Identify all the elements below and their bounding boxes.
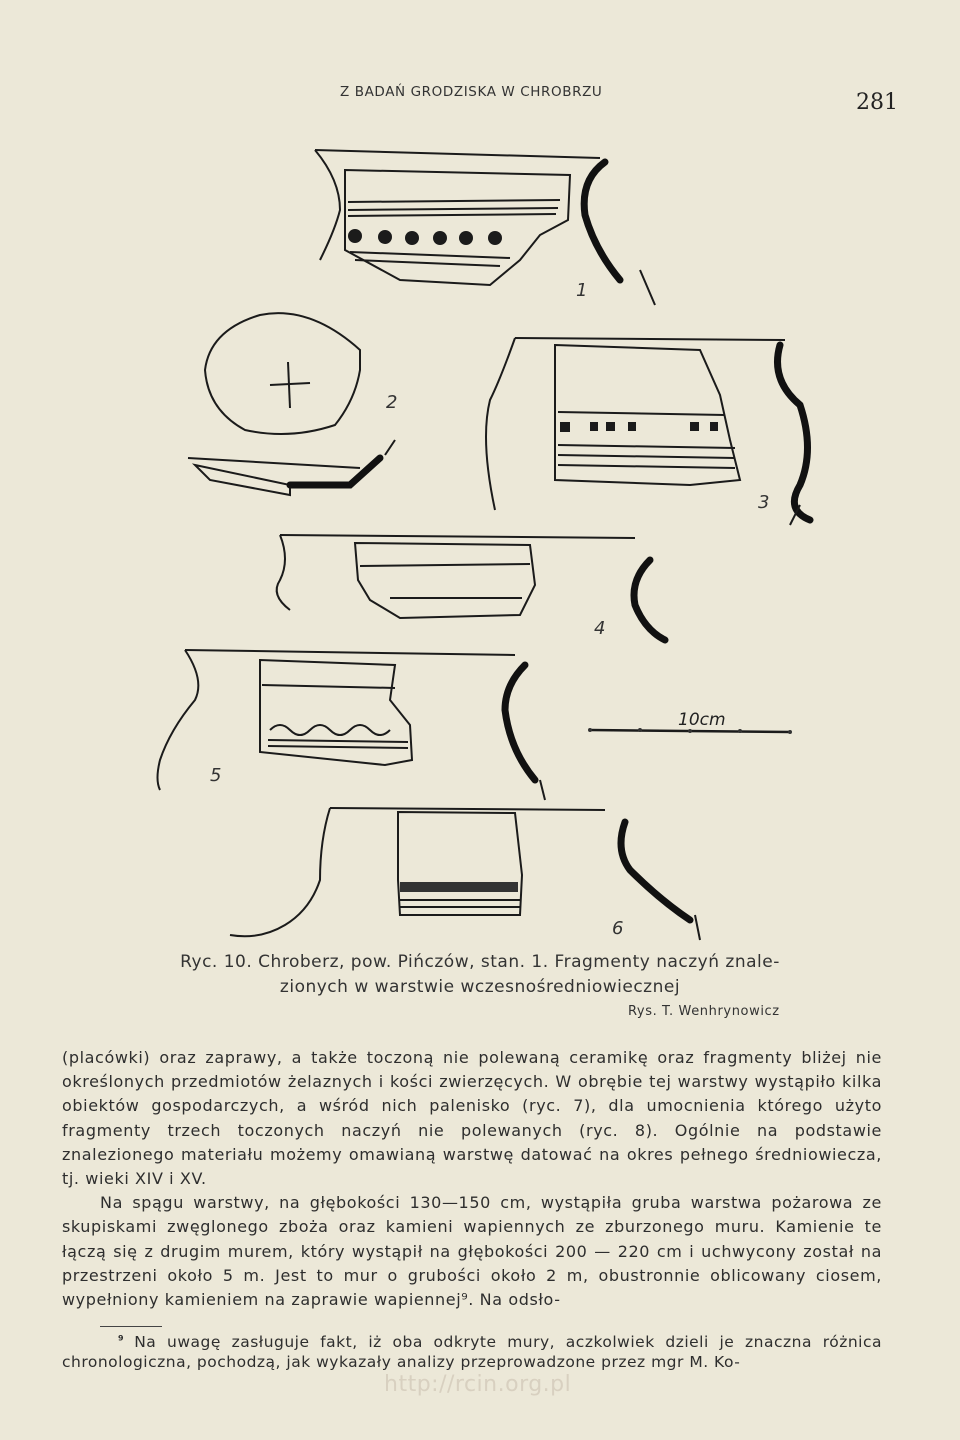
fragment-6-drawing <box>230 808 700 940</box>
fragment-label-6: 6 <box>612 918 624 939</box>
fragment-label-1: 1 <box>576 280 588 301</box>
footnote-rule <box>100 1326 162 1327</box>
scale-bar-label: 10cm <box>678 710 726 730</box>
caption-line-1: Ryc. 10. Chroberz, pow. Pińczów, stan. 1. Fragmenty naczyń znale- <box>180 952 780 972</box>
watermark: http://rcin.org.pl <box>384 1372 572 1397</box>
page-number: 281 <box>856 90 898 115</box>
fragment-label-3: 3 <box>758 492 770 513</box>
fragment-2-drawing <box>188 313 398 495</box>
body-text <box>62 1046 882 1312</box>
paragraph-1: (placówki) oraz zaprawy, a także toczoną nie polewaną ceramikę oraz fragmenty bliżej nie określonych przedmiotów żelaznych i kości zwierzęcych. W obrębie tej warstwy wystąpiło kilka obiektów gospodarczych, a wśród nich palenisko (ryc. 7), dla umocnienia którego użyto fragmenty trzech toczonych naczyń nie polewanych (ryc. 8). Ogólnie na podstawie znalezionego materiału możemy omawianą warstwę datować na okres pełnego średniowiecza, tj. wieki XIV i XV. <box>62 1048 882 1189</box>
paragraph-2: Na spągu warstwy, na głębokości 130—150 cm, wystąpiła gruba warstwa pożarowa ze skupiskami zwęglonego zboża oraz kamieni wapiennych ze zburzonego muru. Kamienie te łączą się z drugim murem, który wystąpił na głębokości 200 — 220 cm i uchwycony został na przestrzeni około 5 m. Jest to mur o grubości około 2 m, obustronnie oblicowany ciosem, wypełniony kamieniem na zaprawie wapiennej⁹. Na odsło- <box>62 1193 882 1310</box>
running-title: Z BADAŃ GRODZISKA W CHROBRZU <box>340 84 603 100</box>
footnote-text: Na uwagę zasługuje fakt, iż oba odkryte mury, aczkolwiek dzieli je znaczna różnica chronologiczna, pochodzą, jak wykazały analizy przeprowadzone przez mgr M. Ko- <box>62 1333 882 1371</box>
figure-caption <box>130 950 830 1000</box>
footnote <box>62 1332 882 1372</box>
pottery-figure <box>150 140 850 950</box>
fragment-label-5: 5 <box>210 765 222 786</box>
fragment-4-drawing <box>277 535 665 640</box>
pottery-drawings <box>150 140 850 950</box>
fragment-label-2: 2 <box>386 392 398 413</box>
fragment-label-4: 4 <box>594 618 606 639</box>
caption-line-2: zionych w warstwie wczesnośredniowiecznej <box>279 977 681 997</box>
drawing-credit: Rys. T. Wenhrynowicz <box>628 1004 780 1019</box>
fragment-1-drawing <box>315 150 655 305</box>
footnote-number: ⁹ <box>118 1334 125 1349</box>
